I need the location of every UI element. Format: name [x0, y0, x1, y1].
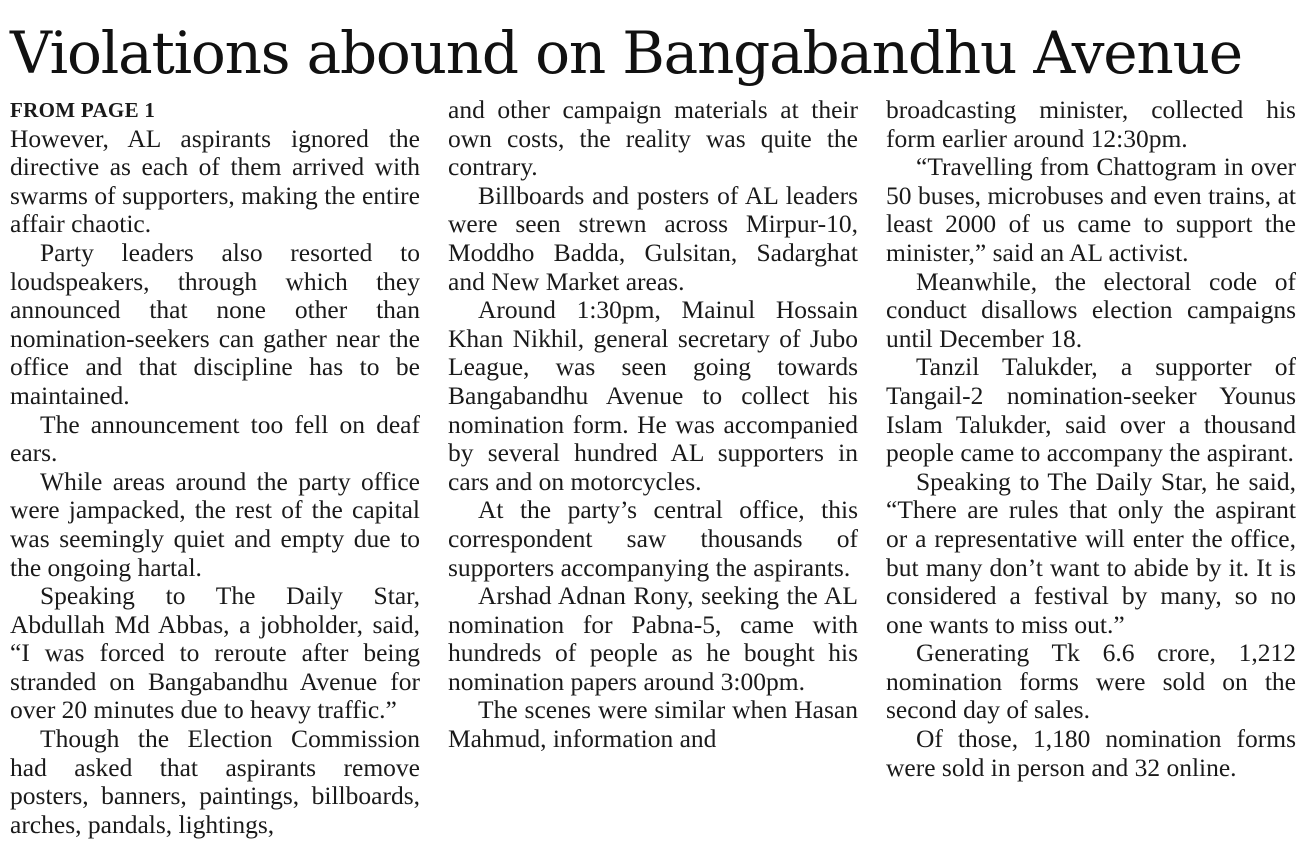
- paragraph: broadcasting minister, collected his form earlier around 12:30pm.: [886, 96, 1296, 153]
- column-2: [448, 96, 858, 862]
- paragraph: While areas around the party office were jampacked, the rest of the capital was seemingly quiet and empty due to the ongoing hartal.: [10, 466, 420, 582]
- column-1: [10, 96, 420, 862]
- paragraph: However, AL aspirants ignored the directive as each of them arrived with swarms of supporters, making the entire affair chaotic.: [10, 123, 420, 239]
- paragraph: The announcement too fell on deaf ears.: [10, 409, 420, 468]
- paragraph: The scenes were similar when Hasan Mahmud, information and: [448, 695, 858, 754]
- column-3: [886, 96, 1296, 862]
- paragraph: Generating Tk 6.6 crore, 1,212 nomination forms were sold on the second day of sales.: [886, 638, 1296, 725]
- paragraph: “Travelling from Chattogram in over 50 buses, microbuses and even trains, at least 2000 of us came to support the minister,” said an AL activist.: [886, 152, 1296, 267]
- article-body: [0, 96, 1306, 862]
- paragraph: Billboards and posters of AL leaders were seen strewn across Mirpur-10, Moddho Badda, Gulsitan, Sadarghat and New Market areas.: [448, 180, 858, 296]
- kicker: FROM PAGE 1: [10, 98, 156, 122]
- paragraph: Though the Election Commission had asked that aspirants remove posters, banners, paintings, billboards, arches, pandals, lightings,: [10, 724, 420, 839]
- paragraph: Tanzil Talukder, a supporter of Tangail-2 nomination-seeker Younus Islam Talukder, said over a thousand people came to accompany the aspirant.: [886, 352, 1296, 468]
- paragraph: Meanwhile, the electoral code of conduct disallows election campaigns until December 18.: [886, 266, 1296, 353]
- paragraph: Arshad Adnan Rony, seeking the AL nomination for Pabna-5, came with hundreds of people as he bought his nomination papers around 3:00pm.: [448, 581, 858, 696]
- paragraph: Party leaders also resorted to loudspeakers, through which they announced that none other than nomination-seekers can gather near the office and that discipline has to be maintained.: [10, 237, 420, 410]
- paragraph: Speaking to The Daily Star, he said, “There are rules that only the aspirant or a representative will enter the office, but many don’t want to abide by it. It is considered a festival by many, so no one wants to miss out.”: [886, 466, 1296, 639]
- paragraph: Around 1:30pm, Mainul Hossain Khan Nikhil, general secretary of Jubo League, was seen going towards Bangabandhu Avenue to collect his nomination form. He was accompanied by several hundred AL supporters in cars and on motorcycles.: [448, 295, 858, 496]
- paragraph: At the party’s central office, this correspondent saw thousands of supporters accompanying the aspirants.: [448, 495, 858, 582]
- paragraph: Of those, 1,180 nomination forms were sold in person and 32 online.: [886, 724, 1296, 782]
- headline: Violations abound on Bangabandhu Avenue: [10, 19, 1242, 87]
- paragraph: and other campaign materials at their own costs, the reality was quite the contrary.: [448, 96, 858, 182]
- paragraph: Speaking to The Daily Star, Abdullah Md Abbas, a jobholder, said, “I was forced to reroute after being stranded on Bangabandhu Avenue for over 20 minutes due to heavy traffic.”: [10, 581, 420, 725]
